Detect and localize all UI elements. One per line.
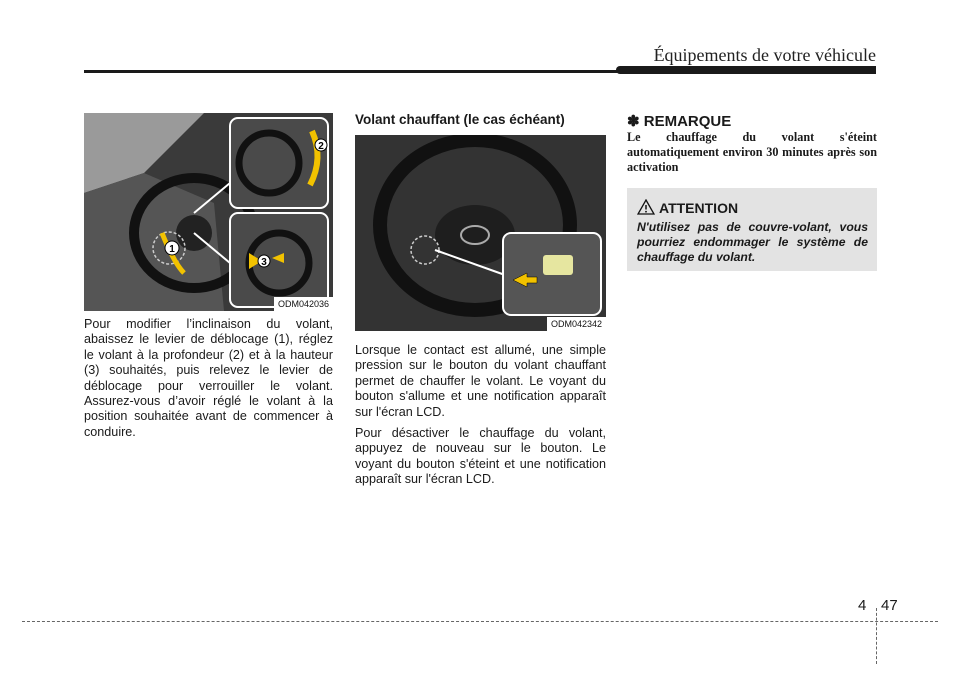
col2-paragraph-1: Lorsque le contact est allumé, une simple pression sur le bouton du volant chauffant permet de chauffer le volant. Le voyant du bouton s'allume et une notification apparaît sur l'écran LCD.	[355, 343, 606, 419]
attention-box	[627, 188, 877, 271]
attention-title: ATTENTION	[659, 200, 739, 216]
footer-page-divider	[876, 608, 877, 664]
callout-1: 1	[169, 244, 175, 255]
callout-3: 3	[261, 257, 267, 268]
heated-wheel-illustration	[355, 135, 606, 331]
col1-text	[84, 317, 333, 446]
page-number: 47	[881, 597, 898, 614]
remark-text: Le chauffage du volant s'éteint automatiquement environ 30 minutes après son activation	[627, 130, 877, 174]
figure-code: ODM042036	[274, 297, 333, 311]
col2-paragraph-2: Pour désactiver le chauffage du volant, appuyez de nouveau sur le bouton. Le voyant du bouton s'éteint et une notification apparaît sur l'écran LCD.	[355, 426, 606, 487]
col1-paragraph: Pour modifier l’inclinaison du volant, abaissez le levier de déblocage (1), réglez le volant à la profondeur (2) et à la hauteur (3) souhaités, puis relevez le levier de déblocage pour verrouiller le volant. Assurez-vous d’avoir réglé le volant à la position souhaitée avant de commencer à conduire.	[84, 317, 333, 439]
steering-illustration	[84, 113, 333, 311]
warning-triangle-icon	[637, 199, 655, 215]
figure-code: ODM042342	[547, 317, 606, 331]
footer-divider	[22, 621, 938, 622]
attention-text: N'utilisez pas de couvre-volant, vous pourriez endommager le système de chauffage du volant.	[637, 220, 868, 264]
header-rule	[84, 70, 876, 73]
heated-wheel-heading: Volant chauffant (le cas échéant)	[355, 112, 565, 127]
callout-2: 2	[318, 141, 324, 152]
page-header-title: Équipements de votre véhicule	[653, 45, 876, 65]
figure-heated-wheel	[355, 135, 606, 331]
col2-text	[355, 343, 606, 494]
remark-title: ✽ REMARQUE	[627, 113, 732, 130]
chapter-number: 4	[858, 597, 867, 614]
figure-steering-adjustment	[84, 113, 333, 311]
